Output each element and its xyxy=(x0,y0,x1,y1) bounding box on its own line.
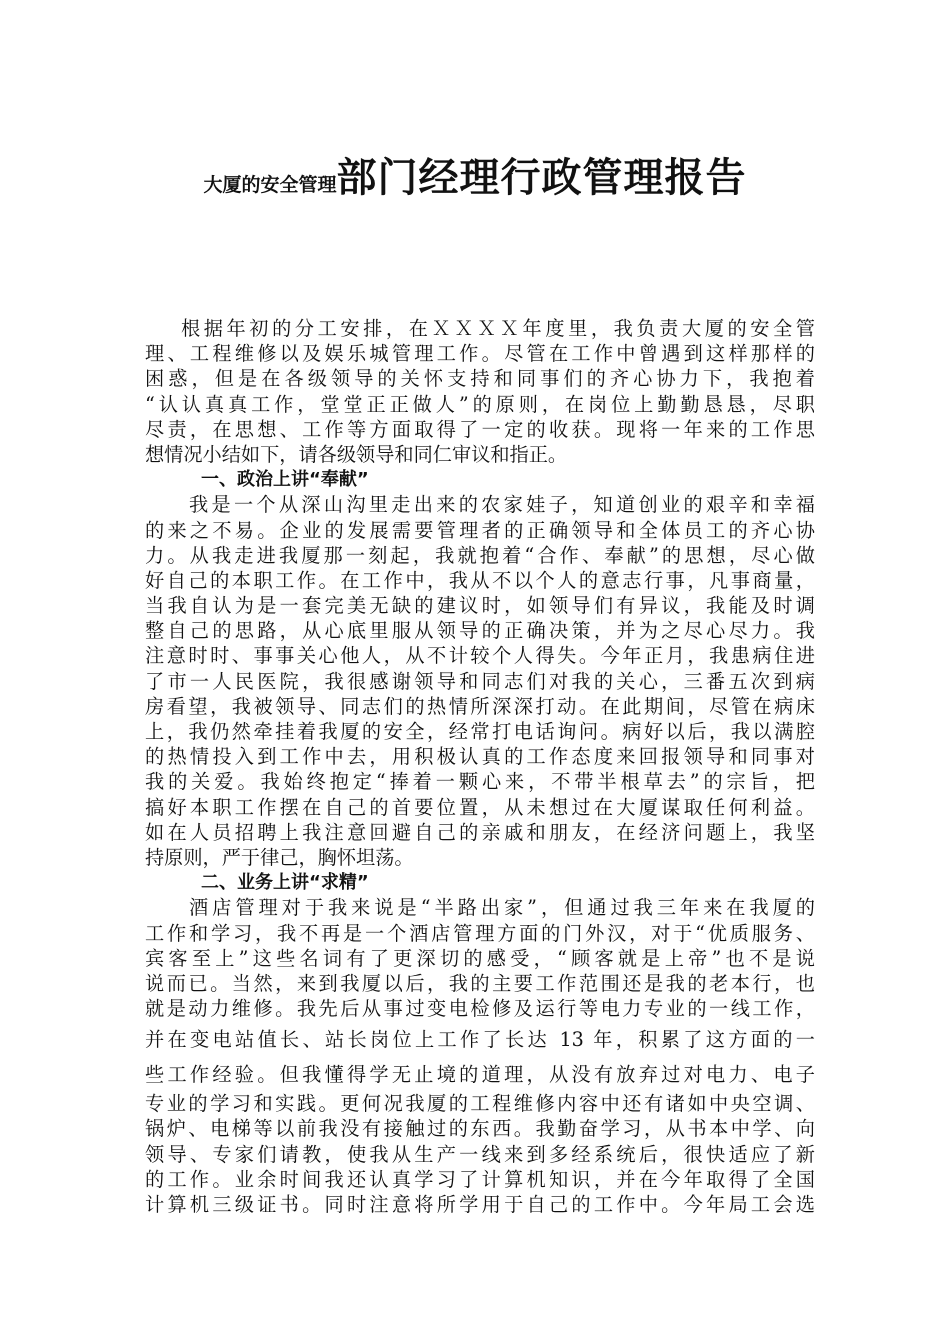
body-line: 尽责，在思想、工作等方面取得了一定的收获。现将一年来的工作思 xyxy=(145,417,815,441)
body-line: 上，我仍然牵挂着我厦的安全，经常打电话询问。病好以后，我以满腔 xyxy=(145,720,815,743)
body-line: 理、工程维修以及娱乐城管理工作。尽管在工作中曾遇到这样那样的 xyxy=(145,342,815,366)
body-line: 力。从我走进我厦那一刻起，我就抱着“合作、奉献”的思想，尽心做 xyxy=(145,543,815,567)
body-line: 的工作。业余时间我还认真学习了计算机知识，并在今年取得了全国 xyxy=(145,1167,815,1191)
body-line: 我是一个从深山沟里走出来的农家娃子，知道创业的艰辛和幸福 xyxy=(189,493,815,517)
body-line: 并在变电站值长、站长岗位上工作了长达 13 年，积累了这方面的一 xyxy=(145,1028,815,1052)
body-line: 整自己的思路，从心底里服从领导的正确决策，并为之尽心尽力。我 xyxy=(145,619,815,643)
body-line: “认认真真工作，堂堂正正做人”的原则，在岗位上勤勤恳恳，尽职 xyxy=(145,392,815,416)
document-body xyxy=(145,316,815,1217)
title-prefix: 大厦的安全管理 xyxy=(203,174,337,196)
body-line: 专业的学习和实践。更何况我厦的工程维修内容中还有诸如中央空调、 xyxy=(145,1092,815,1116)
body-line: 房看望，我被领导、同志们的热情所深深打动。在此期间，尽管在病床 xyxy=(145,694,815,718)
body-line: 些工作经验。但我懂得学无止境的道理，从没有放弃过对电力、电子 xyxy=(145,1063,815,1087)
body-line: 酒店管理对于我来说是“半路出家”，但通过我三年来在我厦的 xyxy=(189,896,815,920)
document-title xyxy=(0,146,950,203)
body-line: 锅炉、电梯等以前我没有接触过的东西。我勤奋学习，从书本中学、向 xyxy=(145,1117,815,1141)
body-line: 我的关爱。我始终抱定“捧着一颗心来，不带半根草去”的宗旨，把 xyxy=(145,770,815,794)
body-line: 注意时时、事事关心他人，从不计较个人得失。今年正月，我患病住进 xyxy=(145,644,815,668)
body-line: 持原则，严于律己，胸怀坦荡。 xyxy=(145,845,414,869)
body-line: 说而已。当然，来到我厦以后，我的主要工作范围还是我的老本行，也 xyxy=(145,971,815,995)
body-line: 了市一人民医院，我很感谢领导和同志们对我的关心，三番五次到病 xyxy=(145,669,815,693)
body-line: 计算机三级证书。同时注意将所学用于自己的工作中。今年局工会选 xyxy=(145,1193,815,1216)
body-line: 宾客至上”这些名词有了更深切的感受，“顾客就是上帝”也不是说 xyxy=(145,946,815,970)
body-line: 领导、专家们请教，使我从生产一线来到多经系统后，很快适应了新 xyxy=(145,1142,815,1166)
body-line: 当我自认为是一套完美无缺的建议时，如领导们有异议，我能及时调 xyxy=(145,594,815,618)
section-heading: 一、政治上讲“奉献” xyxy=(201,469,369,491)
body-line: 想情况小结如下，请各级领导和同仁审议和指正。 xyxy=(145,442,568,466)
body-line: 搞好本职工作摆在自己的首要位置，从未想过在大厦谋取任何利益。 xyxy=(145,795,815,819)
body-line: 困惑，但是在各级领导的关怀支持和同事们的齐心协力下，我抱着 xyxy=(145,367,815,391)
body-line: 的热情投入到工作中去，用积极认真的工作态度来回报领导和同事对 xyxy=(145,745,815,769)
body-line: 工作和学习，我不再是一个酒店管理方面的门外汉，对于“优质服务、 xyxy=(145,921,815,945)
body-line: 如在人员招聘上我注意回避自己的亲戚和朋友，在经济问题上，我坚 xyxy=(145,820,815,844)
body-line: 根据年初的分工安排，在ＸＸＸＸ年度里，我负责大厦的安全管 xyxy=(181,317,815,340)
title-main: 部门经理行政管理报告 xyxy=(336,154,747,201)
body-line: 就是动力维修。我先后从事过变电检修及运行等电力专业的一线工作， xyxy=(145,997,815,1021)
section-heading: 二、业务上讲“求精” xyxy=(201,872,369,894)
body-line: 好自己的本职工作。在工作中，我从不以个人的意志行事，凡事商量， xyxy=(145,568,815,592)
body-line: 的来之不易。企业的发展需要管理者的正确领导和全体员工的齐心协 xyxy=(145,518,815,542)
